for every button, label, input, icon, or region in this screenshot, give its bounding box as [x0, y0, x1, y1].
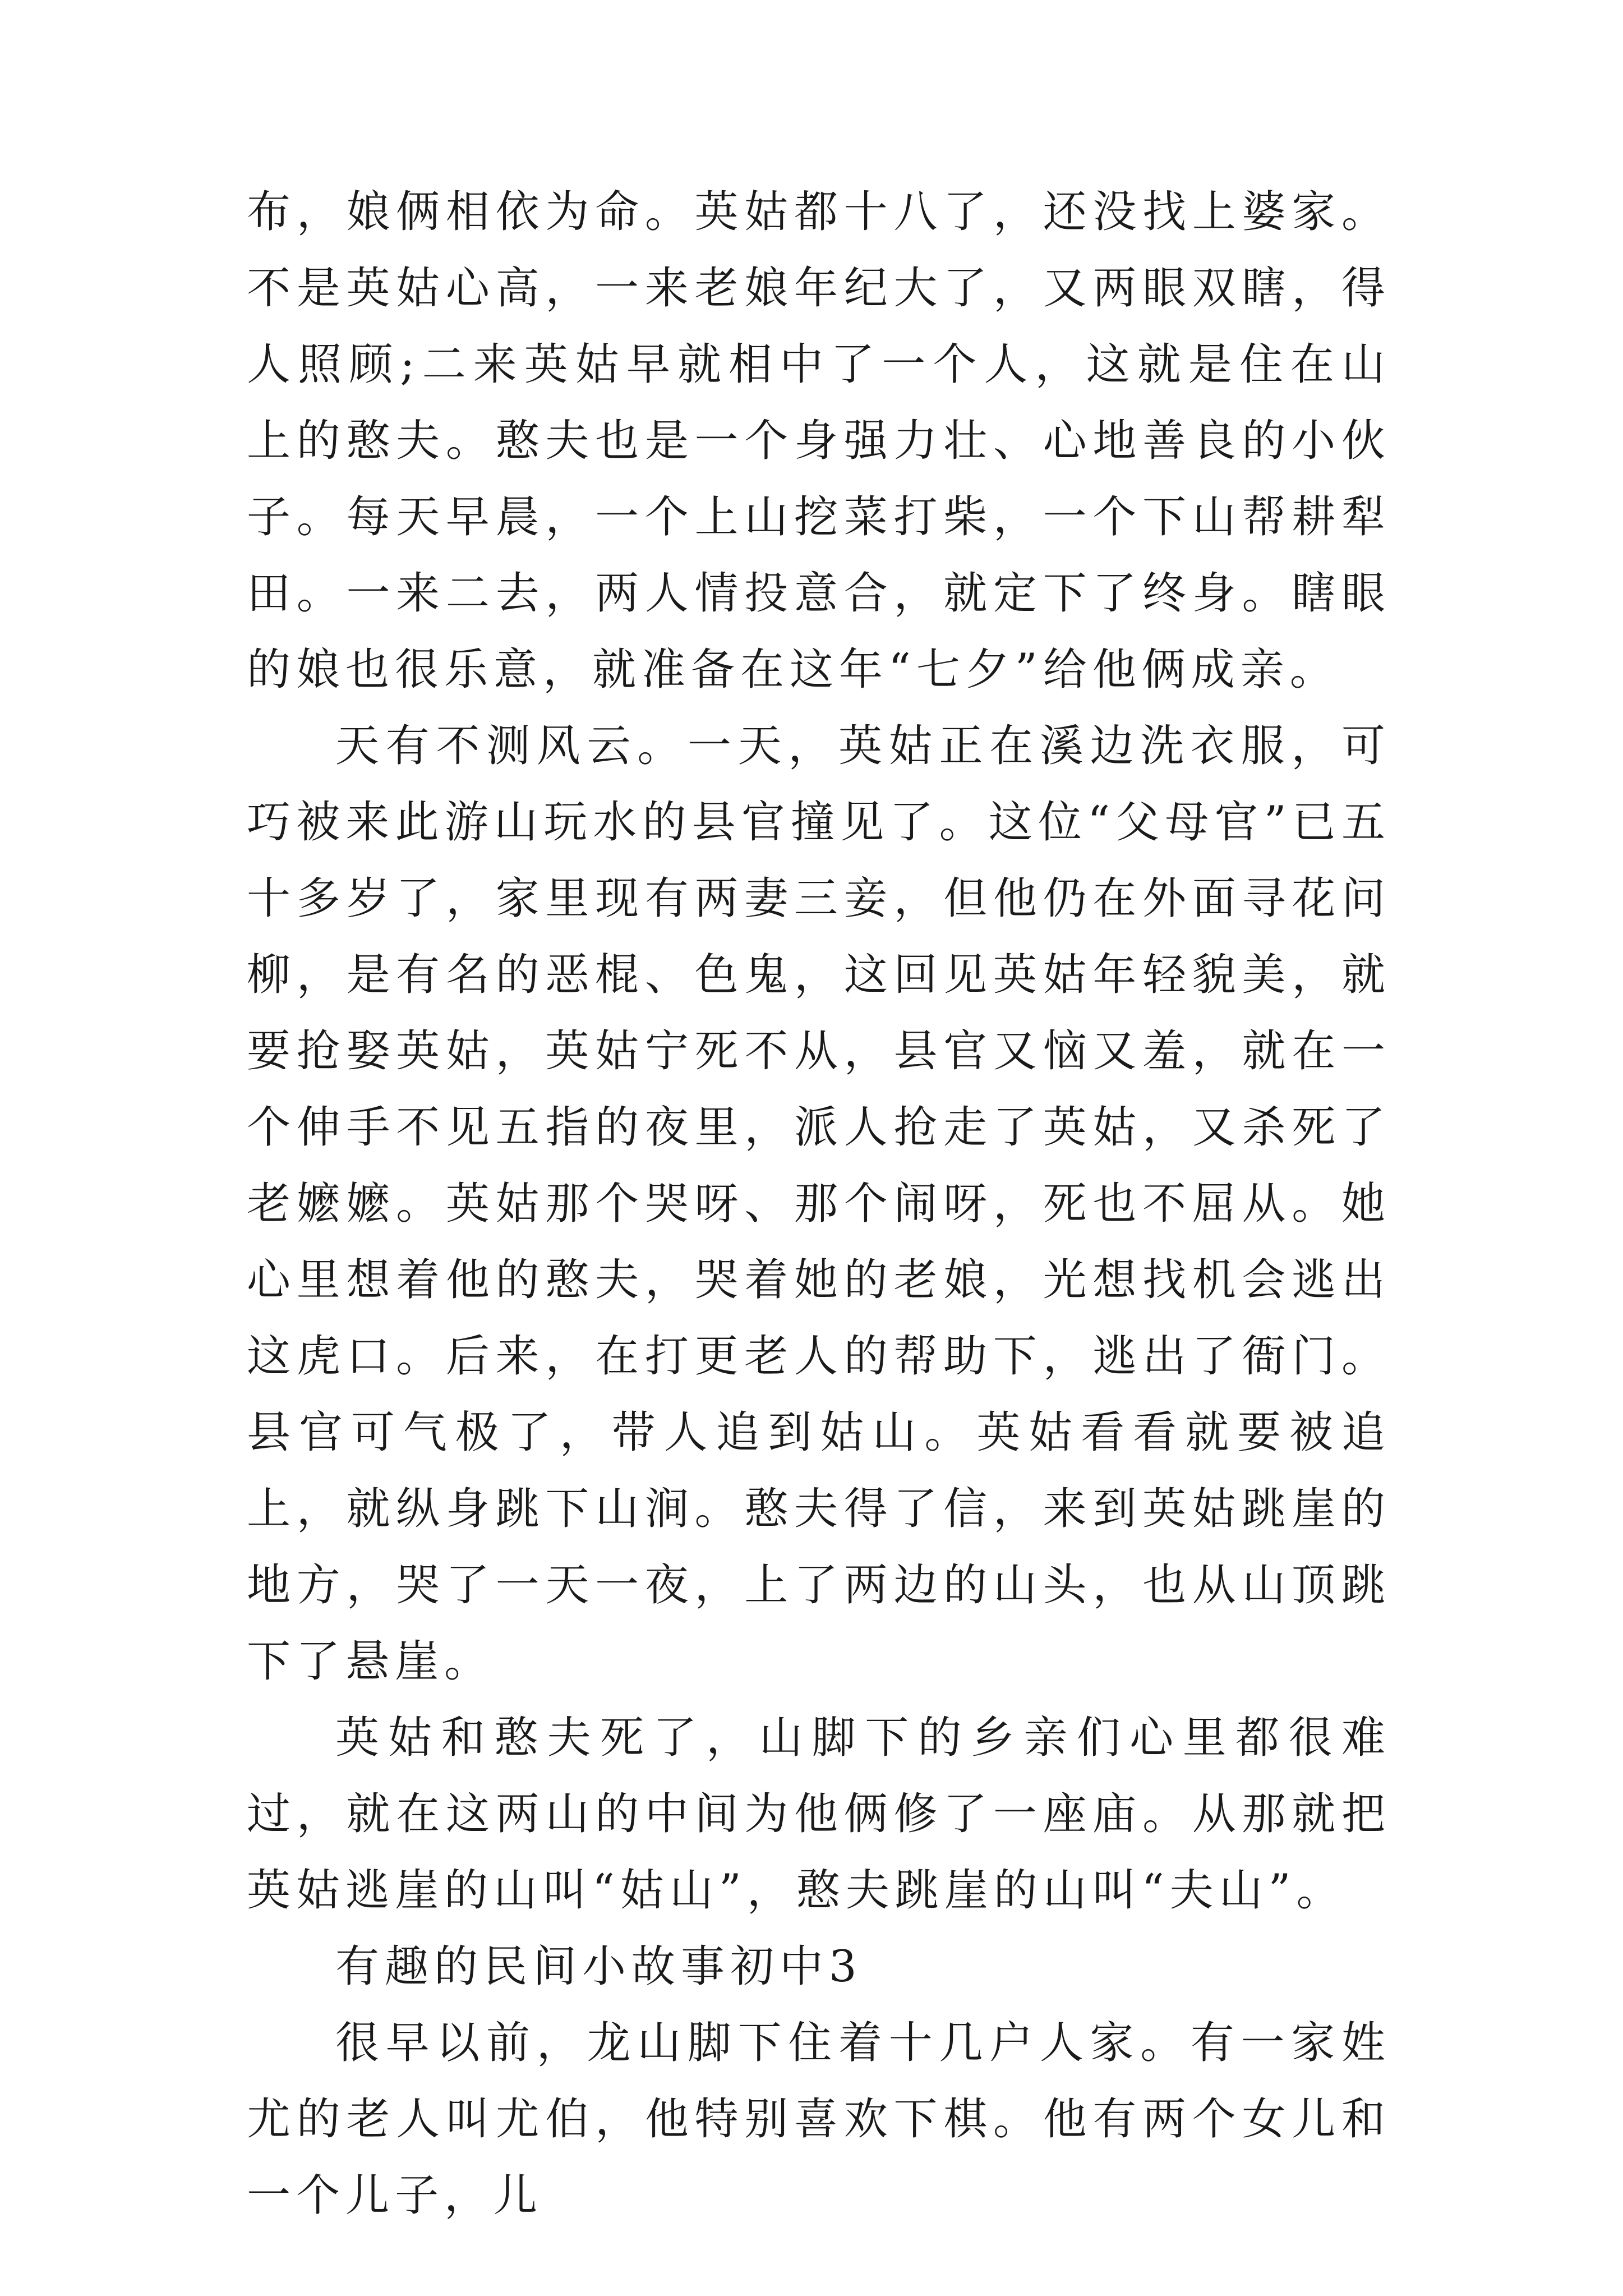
paragraph-2: 天有不测风云。一天，英姑正在溪边洗衣服，可巧被来此游山玩水的县官撞见了。这位“父母官”已五十多岁了，家里现有两妻三妾，但他仍在外面寻花问柳，是有名的恶棍、色鬼，这回见英姑年轻貌美，就要抢娶英姑，英姑宁死不从，县官又恼又羞，就在一个伸手不见五指的夜里，派人抢走了英姑，又杀死了老嬷嬷。英姑那个哭呀、那个闹呀，死也不屈从。她心里想着他的憨夫，哭着她的老娘，光想找机会逃出这虎口。后来，在打更老人的帮助下，逃出了衙门。县官可气极了，带人追到姑山。英姑看看就要被追上，就纵身跳下山涧。憨夫得了信，来到英姑跳崖的地方，哭了一天一夜，上了两边的山头，也从山顶跳下了悬崖。: [247, 721, 1391, 1687]
paragraph-4: 很早以前，龙山脚下住着十几户人家。有一家姓尤的老人叫尤伯，他特别喜欢下棋。他有两个女儿和一个儿子，儿: [247, 2018, 1391, 2221]
paragraph-1: 布，娘俩相依为命。英姑都十八了，还没找上婆家。不是英姑心高，一来老娘年纪大了，又两眼双瞎，得人照顾;二来英姑早就相中了一个人，这就是住在山上的憨夫。憨夫也是一个身强力壮、心地善良的小伙子。每天早晨，一个上山挖菜打柴，一个下山帮耕犁田。一来二去，两人情投意合，就定下了终身。瞎眼的娘也很乐意，就准备在这年“七夕”给他俩成亲。: [247, 187, 1391, 695]
document-body: [247, 174, 1391, 2234]
section-heading: 有趣的民间小故事初中3: [335, 1941, 863, 1992]
paragraph-3: 英姑和憨夫死了，山脚下的乡亲们心里都很难过，就在这两山的中间为他俩修了一座庙。从那就把英姑逃崖的山叫“姑山”，憨夫跳崖的山叫“夫山”。: [247, 1713, 1391, 1916]
